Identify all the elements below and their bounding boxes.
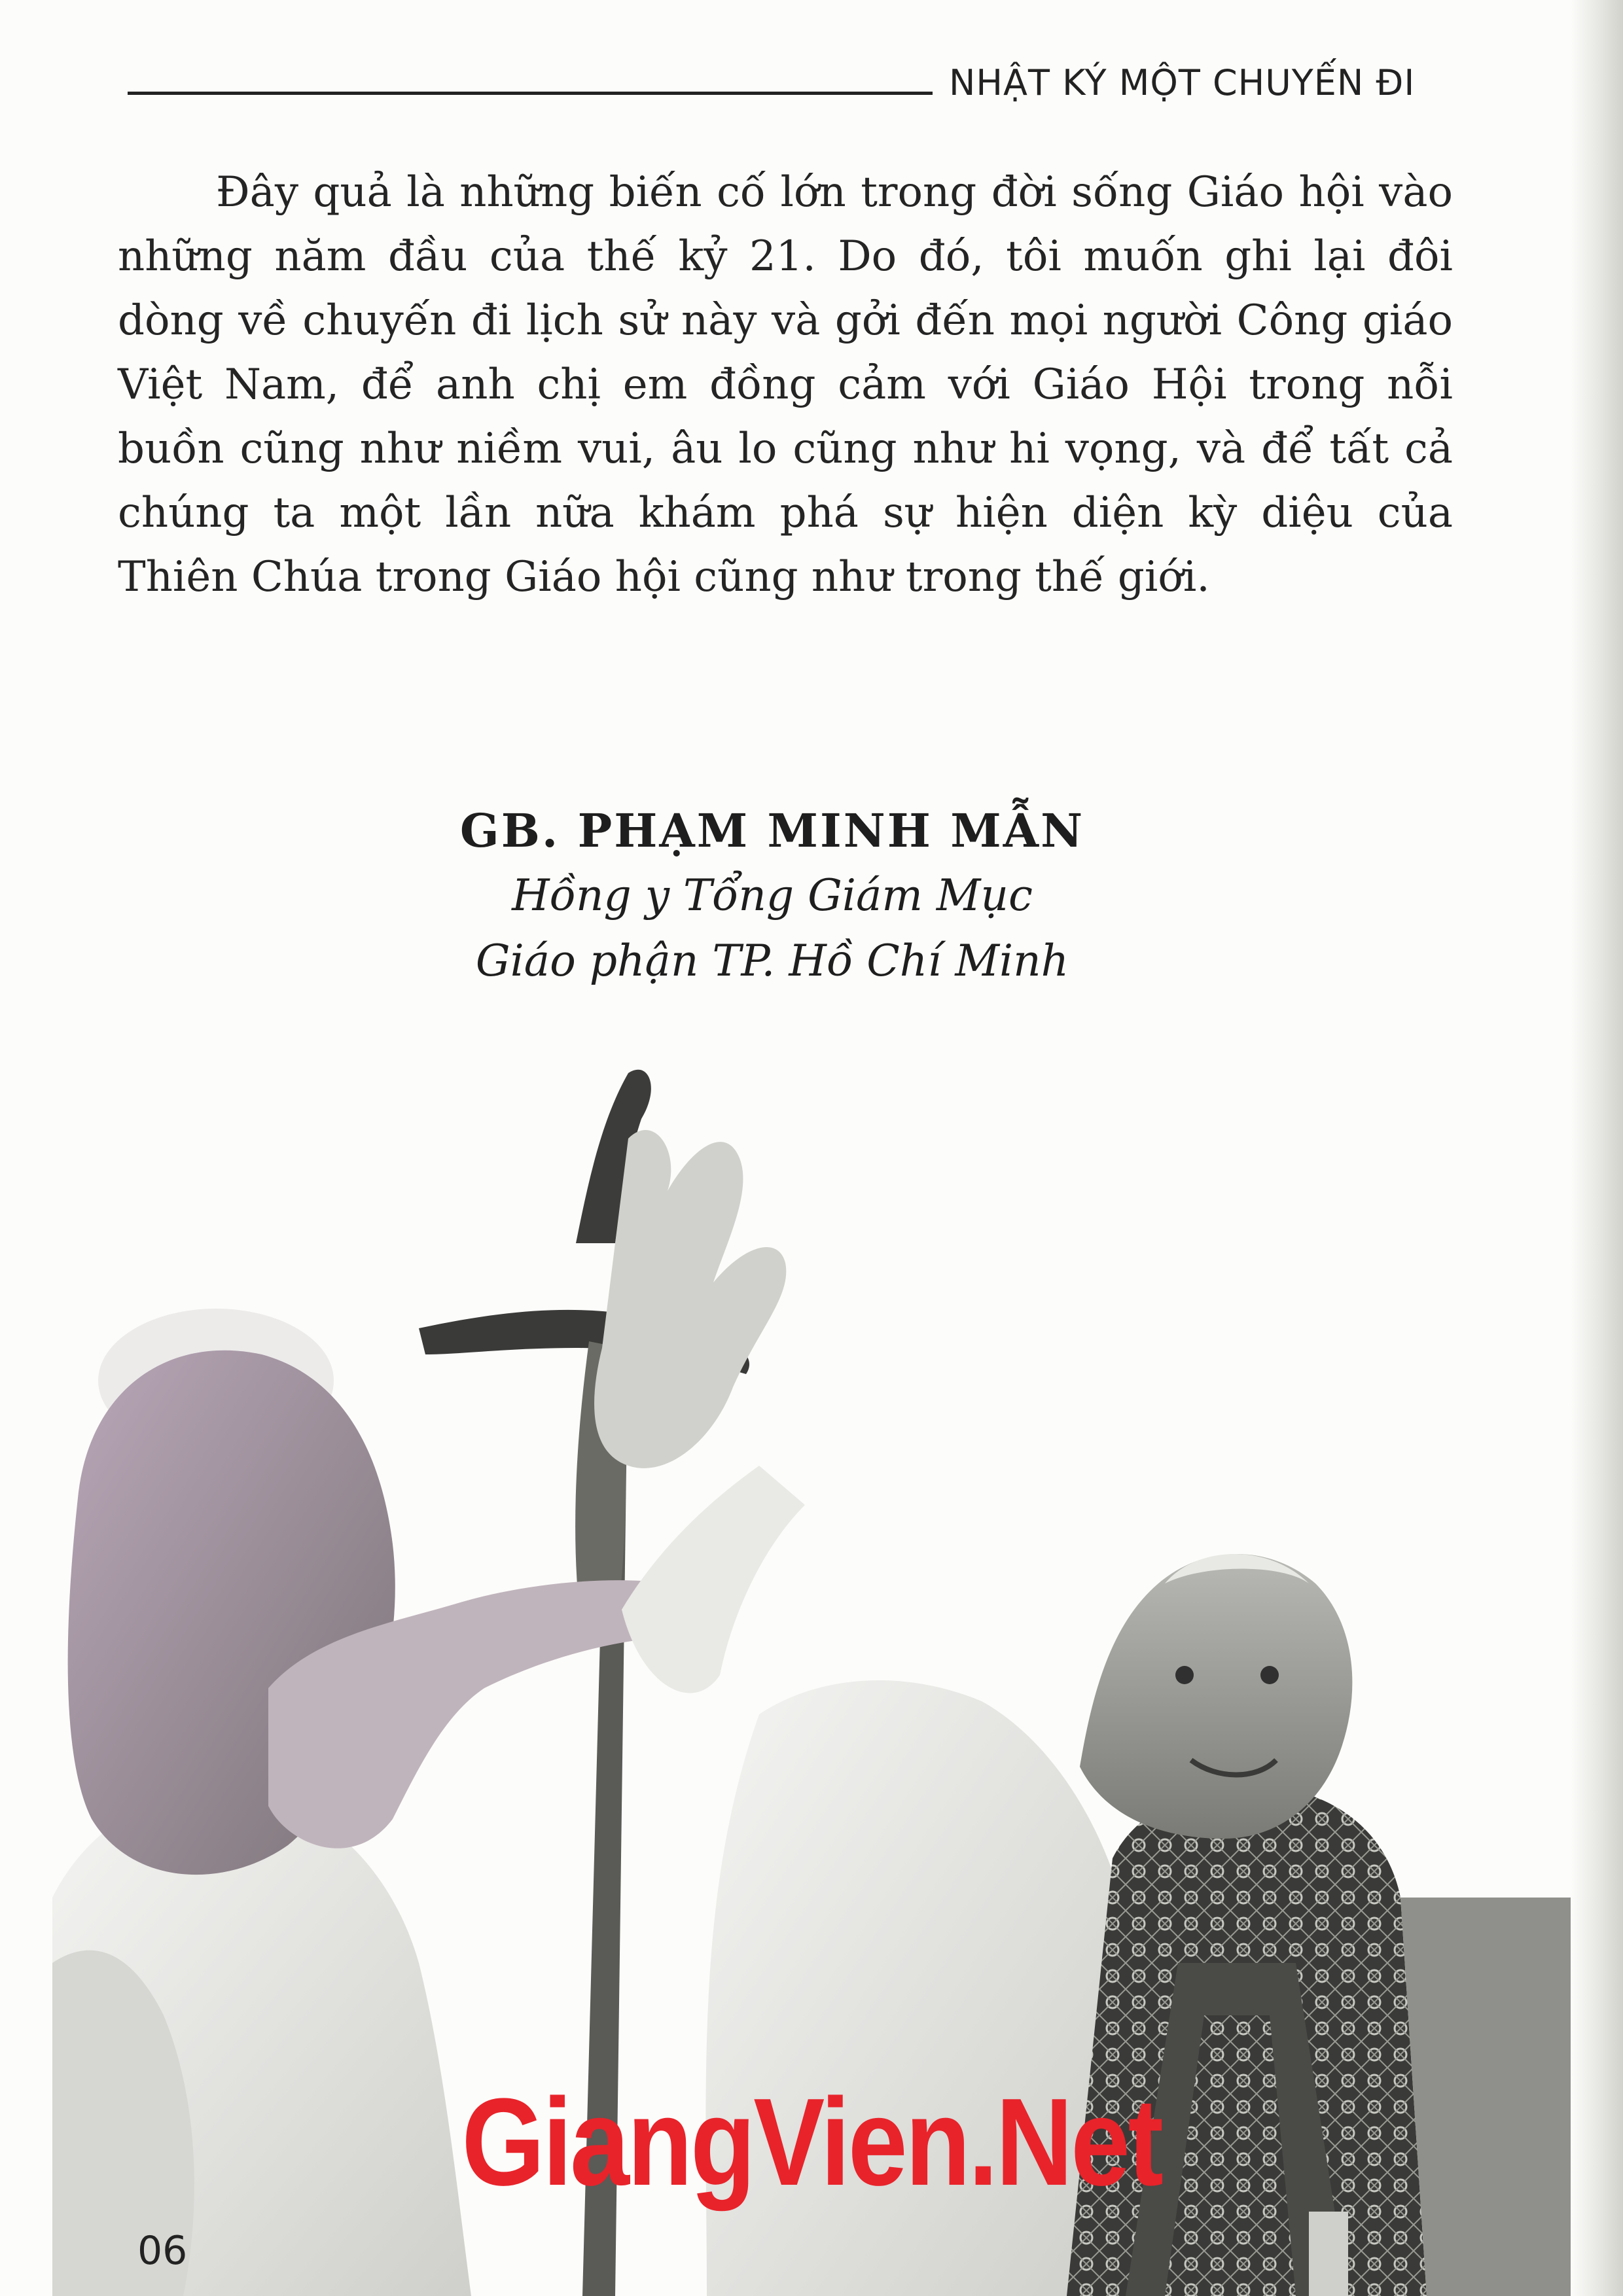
page-edge-shadow (1571, 0, 1623, 2296)
body-paragraph: Đây quả là những biến cố lớn trong đời sống Giáo hội vào những năm đầu của thế kỷ 21. Do đó, tôi muốn ghi lại đôi dòng về chuyến đi lịch sử này và gởi đến mọi người Công giáo Việt Nam, để anh chị em đồng cảm với Giáo Hội trong nỗi buồn cũng như niềm vui, âu lo cũng như hi vọng, và để tất cả chúng ta một lần nữa khám phá sự hiện diện kỳ diệu của Thiên Chúa trong Giáo hội cũng như trong thế giới. (118, 168, 1453, 601)
running-header: NHẬT KÝ MỘT CHUYẾN ĐI (949, 62, 1416, 103)
header-rule (128, 92, 933, 95)
watermark-logo: GiangVien.Net (461, 2073, 1162, 2212)
signature-title: Hồng y Tổng Giám Mục (512, 870, 1033, 921)
signature-name: GB. PHẠM MINH MẪN (459, 804, 1085, 858)
page-number: 06 (137, 2228, 188, 2274)
signature-diocese: Giáo phận TP. Hồ Chí Minh (475, 936, 1069, 986)
